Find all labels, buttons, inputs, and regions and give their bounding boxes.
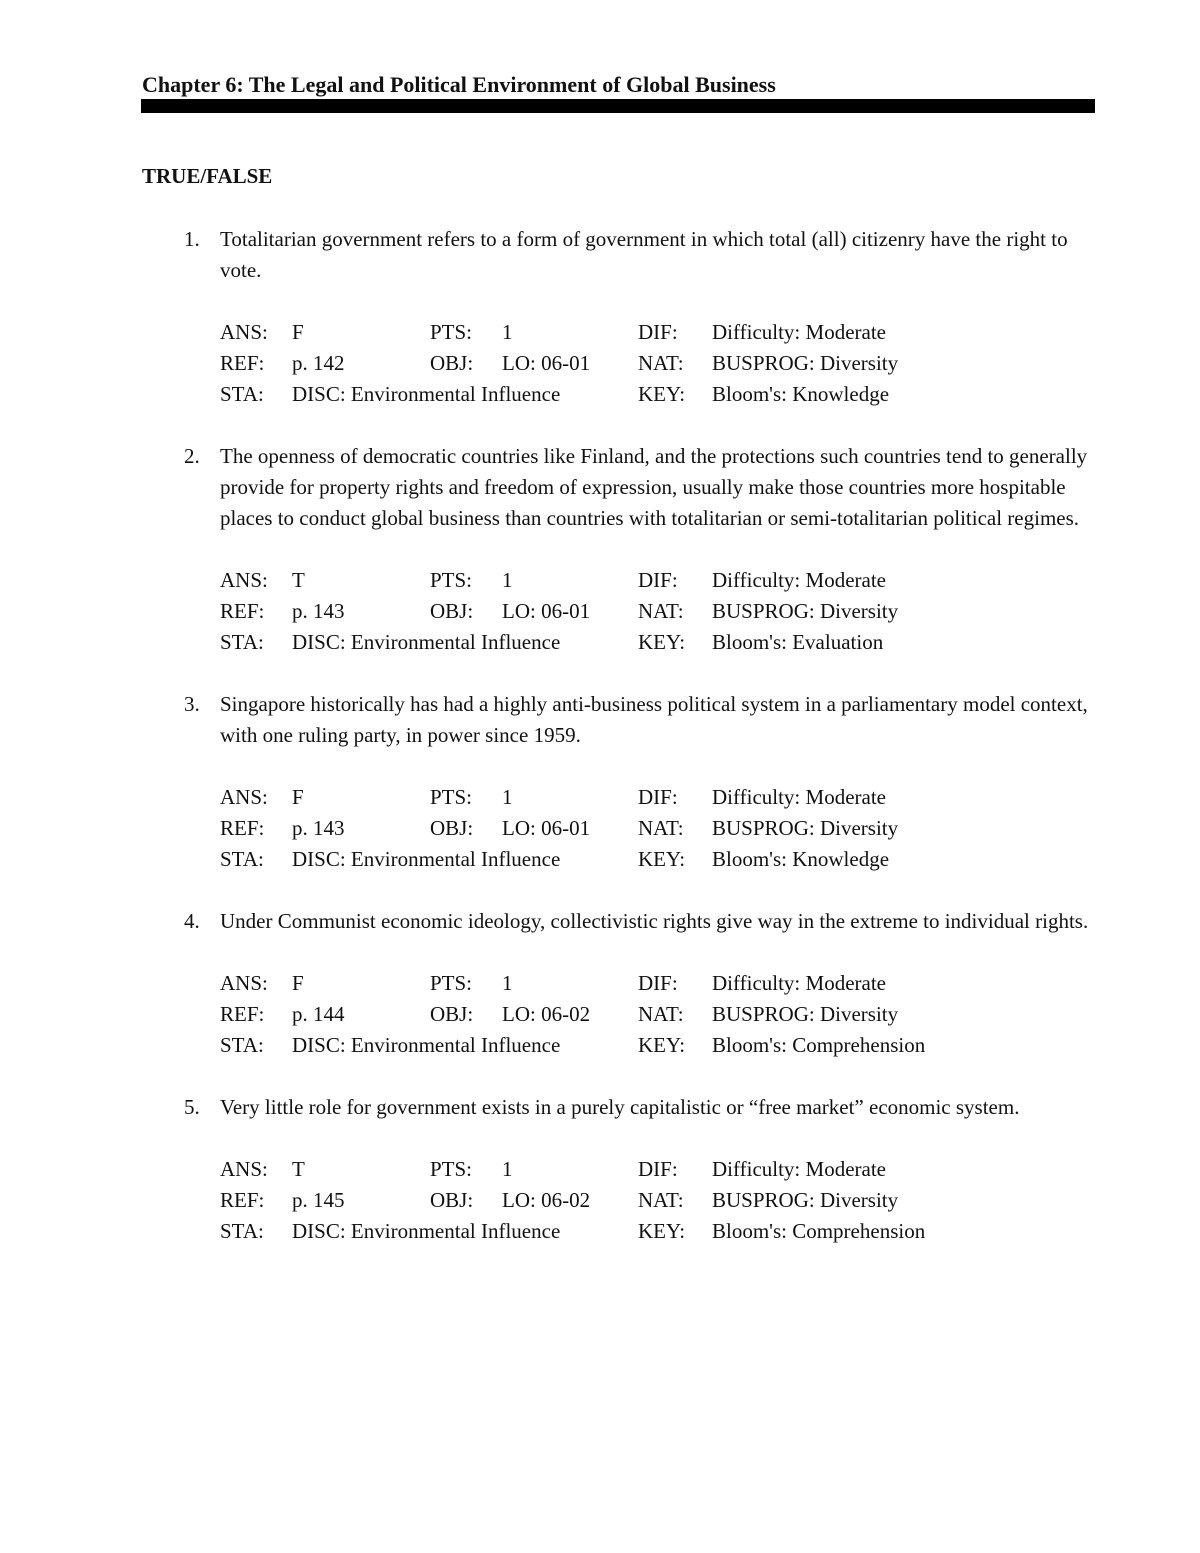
pts-label: PTS: — [430, 1157, 473, 1181]
dif-value: Difficulty: Moderate — [712, 320, 886, 344]
ref-label: REF: — [220, 1188, 265, 1212]
sta-label: STA: — [220, 382, 264, 406]
nat-value: BUSPROG: Diversity — [712, 1002, 899, 1026]
dif-label: DIF: — [638, 568, 678, 592]
question-number: 3. — [184, 692, 200, 716]
key-value: Bloom's: Comprehension — [712, 1033, 926, 1057]
pts-value: 1 — [502, 785, 513, 809]
sta-label: STA: — [220, 630, 264, 654]
ans-value: T — [292, 568, 305, 592]
metadata-row — [220, 1154, 1092, 1185]
ref-value: p. 143 — [292, 599, 345, 623]
metadata-row — [220, 1185, 1092, 1216]
question-item — [142, 441, 1092, 658]
dif-label: DIF: — [638, 971, 678, 995]
question-number: 2. — [184, 444, 200, 468]
ans-label: ANS: — [220, 320, 268, 344]
metadata-row — [220, 813, 1092, 844]
metadata-row — [220, 348, 1092, 379]
obj-value: LO: 06-02 — [502, 1002, 591, 1026]
sta-value: DISC: Environmental Influence — [292, 382, 561, 406]
obj-value: LO: 06-01 — [502, 816, 591, 840]
key-label: KEY: — [638, 1033, 686, 1057]
dif-label: DIF: — [638, 320, 678, 344]
sta-value: DISC: Environmental Influence — [292, 1219, 561, 1243]
pts-label: PTS: — [430, 320, 473, 344]
question-list — [142, 224, 1092, 1278]
question-text: Totalitarian government refers to a form of government in which total (all) citizenry have the right to vote. — [220, 227, 1068, 282]
question-metadata — [220, 1154, 1092, 1247]
metadata-row — [220, 999, 1092, 1030]
question-number: 4. — [184, 909, 200, 933]
ref-value: p. 142 — [292, 351, 345, 375]
nat-value: BUSPROG: Diversity — [712, 599, 899, 623]
pts-value: 1 — [502, 568, 513, 592]
ans-label: ANS: — [220, 1157, 268, 1181]
question-item — [142, 1092, 1092, 1247]
question-number: 5. — [184, 1095, 200, 1119]
pts-value: 1 — [502, 971, 513, 995]
nat-label: NAT: — [638, 1188, 684, 1212]
sta-label: STA: — [220, 1033, 264, 1057]
question-item — [142, 224, 1092, 410]
sta-value: DISC: Environmental Influence — [292, 847, 561, 871]
key-value: Bloom's: Knowledge — [712, 382, 890, 406]
obj-label: OBJ: — [430, 1002, 474, 1026]
metadata-row — [220, 596, 1092, 627]
obj-label: OBJ: — [430, 599, 474, 623]
ref-label: REF: — [220, 1002, 265, 1026]
obj-value: LO: 06-02 — [502, 1188, 591, 1212]
metadata-row — [220, 379, 1092, 410]
pts-value: 1 — [502, 320, 513, 344]
metadata-row — [220, 968, 1092, 999]
pts-label: PTS: — [430, 568, 473, 592]
ans-label: ANS: — [220, 568, 268, 592]
sta-value: DISC: Environmental Influence — [292, 1033, 561, 1057]
ref-value: p. 144 — [292, 1002, 345, 1026]
question-metadata — [220, 565, 1092, 658]
question-item — [142, 906, 1092, 1061]
ref-value: p. 143 — [292, 816, 345, 840]
ans-value: F — [292, 785, 304, 809]
ref-label: REF: — [220, 816, 265, 840]
ref-value: p. 145 — [292, 1188, 345, 1212]
dif-value: Difficulty: Moderate — [712, 1157, 886, 1181]
key-label: KEY: — [638, 1219, 686, 1243]
ans-label: ANS: — [220, 785, 268, 809]
obj-label: OBJ: — [430, 351, 474, 375]
dif-value: Difficulty: Moderate — [712, 971, 886, 995]
metadata-row — [220, 1030, 1092, 1061]
nat-label: NAT: — [638, 351, 684, 375]
chapter-title: Chapter 6: The Legal and Political Environment of Global Business — [142, 72, 776, 97]
metadata-row — [220, 782, 1092, 813]
nat-label: NAT: — [638, 599, 684, 623]
question-text: Under Communist economic ideology, collectivistic rights give way in the extreme to individual rights. — [220, 909, 1089, 933]
key-label: KEY: — [638, 630, 686, 654]
ref-label: REF: — [220, 351, 265, 375]
key-label: KEY: — [638, 847, 686, 871]
pts-label: PTS: — [430, 785, 473, 809]
key-value: Bloom's: Comprehension — [712, 1219, 926, 1243]
key-label: KEY: — [638, 382, 686, 406]
sta-value: DISC: Environmental Influence — [292, 630, 561, 654]
question-metadata — [220, 782, 1092, 875]
obj-value: LO: 06-01 — [502, 599, 591, 623]
metadata-row — [220, 627, 1092, 658]
section-heading: TRUE/FALSE — [142, 164, 273, 188]
key-value: Bloom's: Knowledge — [712, 847, 890, 871]
nat-value: BUSPROG: Diversity — [712, 351, 899, 375]
question-metadata — [220, 317, 1092, 410]
question-metadata — [220, 968, 1092, 1061]
sta-label: STA: — [220, 847, 264, 871]
dif-value: Difficulty: Moderate — [712, 568, 886, 592]
obj-label: OBJ: — [430, 816, 474, 840]
dif-label: DIF: — [638, 785, 678, 809]
key-value: Bloom's: Evaluation — [712, 630, 884, 654]
question-text: Very little role for government exists in a purely capitalistic or “free market” economic system. — [220, 1095, 1020, 1119]
metadata-row — [220, 565, 1092, 596]
question-text: The openness of democratic countries like Finland, and the protections such countries tend to generally provide for property rights and freedom of expression, usually make those countries more hospitable places to conduct global business than countries with totalitarian or semi-totalitarian political regimes. — [220, 444, 1088, 530]
ans-value: F — [292, 320, 304, 344]
dif-value: Difficulty: Moderate — [712, 785, 886, 809]
ans-label: ANS: — [220, 971, 268, 995]
obj-label: OBJ: — [430, 1188, 474, 1212]
nat-label: NAT: — [638, 1002, 684, 1026]
metadata-row — [220, 317, 1092, 348]
title-rule — [141, 99, 1095, 113]
sta-label: STA: — [220, 1219, 264, 1243]
question-item — [142, 689, 1092, 875]
question-number: 1. — [184, 227, 200, 251]
ref-label: REF: — [220, 599, 265, 623]
nat-value: BUSPROG: Diversity — [712, 816, 899, 840]
obj-value: LO: 06-01 — [502, 351, 591, 375]
pts-label: PTS: — [430, 971, 473, 995]
metadata-row — [220, 1216, 1092, 1247]
ans-value: F — [292, 971, 304, 995]
nat-label: NAT: — [638, 816, 684, 840]
ans-value: T — [292, 1157, 305, 1181]
question-text: Singapore historically has had a highly anti-business political system in a parliamentary model context, with one ruling party, in power since 1959. — [220, 692, 1088, 747]
dif-label: DIF: — [638, 1157, 678, 1181]
nat-value: BUSPROG: Diversity — [712, 1188, 899, 1212]
metadata-row — [220, 844, 1092, 875]
pts-value: 1 — [502, 1157, 513, 1181]
